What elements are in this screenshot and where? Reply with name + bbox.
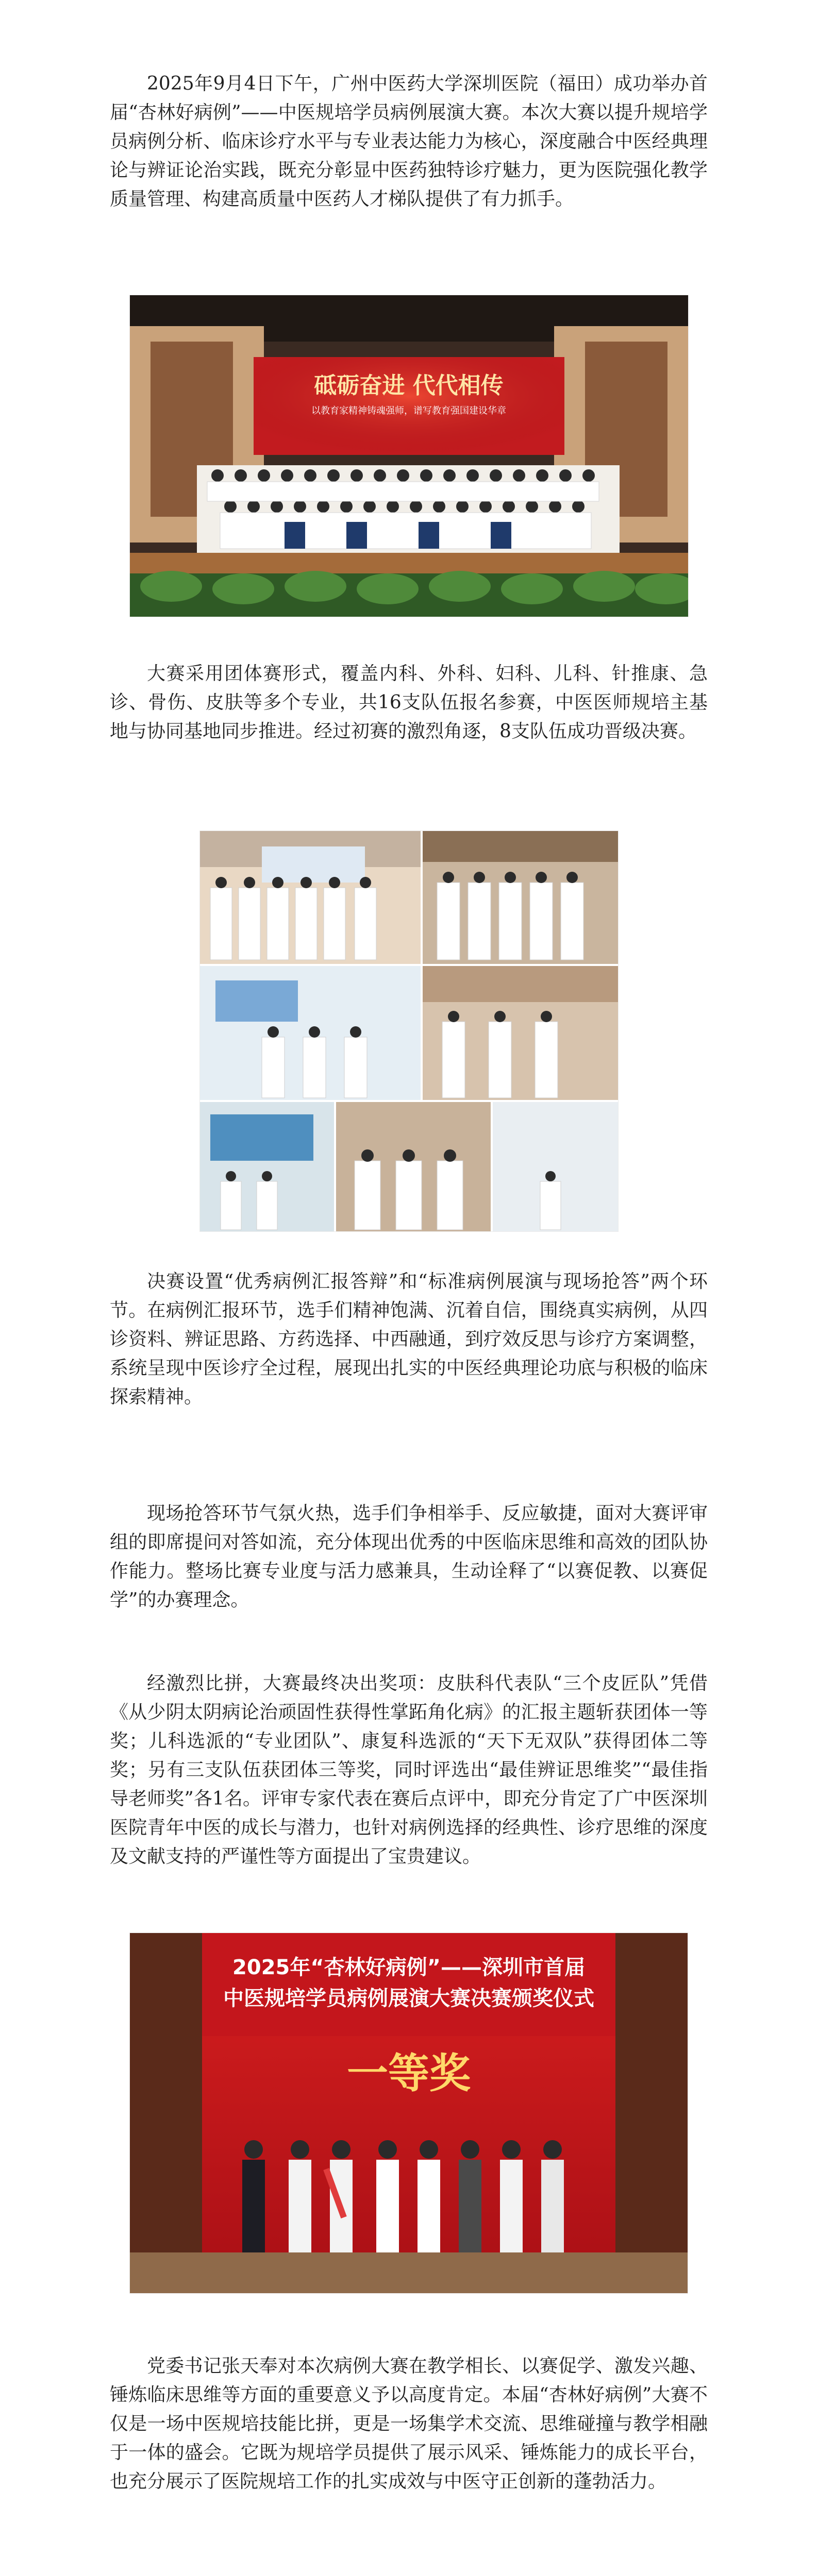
- team-collage-image: [200, 831, 618, 1231]
- banner-title: 砥砺奋进 代代相传: [314, 372, 504, 399]
- award-title: 一等奖: [347, 2049, 471, 2097]
- quiz-paragraph: 现场抢答环节气氛火热，选手们争相举手、反应敏捷，面对大赛评审组的即席提问对答如流，充分体现出优秀的中医临床思维和高效的团队协作能力。整场比赛专业度与活力感兼具，生动诠释了“以赛促教、以赛促学”的办赛理念。: [110, 1503, 708, 1611]
- awards-paragraph: 经激烈比拼，大赛最终决出奖项：皮肤科代表队“三个皮匠队”凭借《从少阴太阴病论治顽固性获得性掌跖角化病》的汇报主题斩获团体一等奖；儿科选派的“专业团队”、康复科选派的“天下无双队”获得团体二等奖；另有三支队伍获团体三等奖，同时评选出“最佳辨证思维奖”“最佳指导老师奖”各1名。评审专家代表在赛后点评中，即充分肯定了广中医深圳医院青年中医的成长与潜力，也针对病例选择的经典性、诊疗思维的深度及文献支持的严谨性等方面提出了宝贵建议。: [110, 1673, 708, 1867]
- team-collage-photo: [200, 831, 618, 1231]
- banner-subtitle: 以教育家精神铸魂强师，谱写教育强国建设华章: [311, 405, 506, 416]
- group-photo-image: [130, 295, 688, 617]
- secretary-paragraph: 党委书记张天奉对本次病例大赛在教学相长、以赛促学、激发兴趣、锤炼临床思维等方面的重要意义予以高度肯定。本届“杏林好病例”大赛不仅是一场中医规培技能比拼，更是一场集学术交流、思维碰撞与教学相融于一体的盛会。它既为规培学员提供了展示风采、锤炼能力的成长平台，也充分展示了医院规培工作的扎实成效与中医守正创新的蓬勃活力。: [110, 2355, 708, 2492]
- final-round-paragraph: 决赛设置“优秀病例汇报答辩”和“标准病例展演与现场抢答”两个环节。在病例汇报环节，选手们精神饱满、沉着自信，围绕真实病例，从四诊资料、辨证思路、方药选择、中西融通，到疗效反思与诊疗方案调整，系统呈现中医诊疗全过程，展现出扎实的中医经典理论功底与积极的临床探索精神。: [110, 1271, 708, 1408]
- format-paragraph: 大赛采用团体赛形式，覆盖内科、外科、妇科、儿科、针推康、急诊、骨伤、皮肤等多个专业，共16支队伍报名参赛，中医医师规培主基地与协同基地同步推进。经过初赛的激烈角逐，8支队伍成功晋级决赛。: [110, 663, 708, 742]
- group-photo: [130, 295, 688, 617]
- group-people: [197, 465, 620, 553]
- award-ceremony-photo: [130, 1933, 688, 2293]
- ceremony-banner-line1: 2025年“杏林好病例”——深圳市首届: [232, 1956, 585, 1979]
- ceremony-banner-line2: 中医规培学员病例展演大赛决赛颁奖仪式: [223, 1987, 594, 2010]
- award-ceremony-image: [130, 1933, 688, 2293]
- intro-paragraph: 2025年9月4日下午，广州中医药大学深圳医院（福田）成功举办首届“杏林好病例”——中医规培学员病例展演大赛。本次大赛以提升规培学员病例分析、临床诊疗水平与专业表达能力为核心，深度融合中医经典理论与辨证论治实践，既充分彰显中医药独特诊疗魅力，更为医院强化教学质量管理、构建高质量中医药人才梯队提供了有力抓手。: [110, 73, 708, 210]
